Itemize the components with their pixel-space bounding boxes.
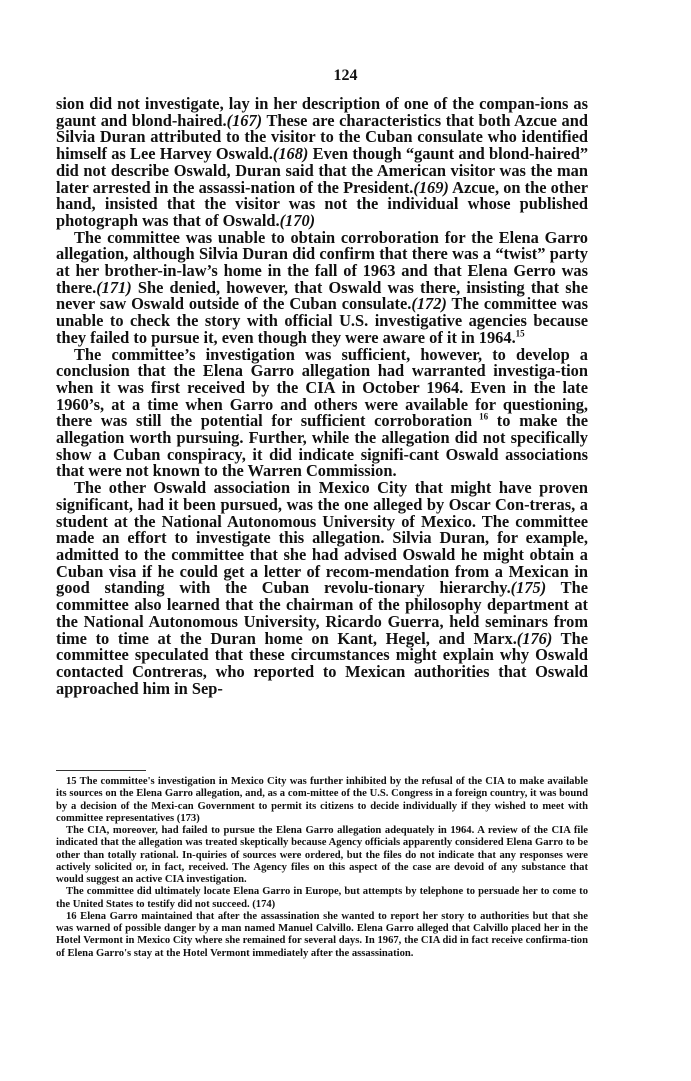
footnote: The CIA, moreover, had failed to pursue the Elena Garro allegation adequately in 1964. A review of the CIA file indicated that the allegation was treated skeptically because Agency officials apparently considered Elena Garro to be other than totally rational. In-quiries of sources were ordered, but the files do not indicate that any responses were actively solicited or, in fact, received. The Agency files on this aspect of the case are devoid of any substance that would suggest an active CIA investigation. (56, 825, 588, 885)
footnote: 15 The committee's investigation in Mexico City was further inhibited by the refusal of the CIA to make available its sources on the Elena Garro allegation, and, as a com-mittee of the U.S. Congress in a foreign country, it was bound by a decision of the Mexi-can Government to permit its citizens to decide individually if they wished to meet with committee representatives (173) (56, 776, 588, 824)
text-run: The committee speculated that these circumstances might explain why Oswald contacted Contreras, who reported to Mexican authorities that Oswald approached him in Sep- (56, 628, 588, 698)
citation: (175) (510, 578, 547, 598)
citation: (168) (272, 144, 309, 164)
text-run: The committee was unable to check the story with official U.S. investigative agencies because they failed to pursue it, even though they were aware of it in 1964. (56, 294, 588, 347)
text-run: The committee was unable to obtain corroboration for the Elena Garro allegation, although Silvia Duran did confirm that there was a “twist” party at her brother-in-law’s home in the fall of 1963 and that Elena Gerro was there. (56, 227, 588, 297)
text-run: Azcue, on the other hand, insisted that the visitor was not the individual whose published photograph was that of Oswald. (56, 177, 589, 230)
citation: (167) (226, 110, 263, 130)
body-paragraph (56, 227, 588, 347)
footnote-ref: 15 (515, 328, 525, 339)
footnotes (56, 776, 588, 960)
citation: (172) (411, 294, 447, 314)
footnote: 16 Elena Garro maintained that after the assassination she wanted to report her story to authorities but that she was warned of possible danger by a man named Manuel Calvillo. Elena Garro alleged that Calvillo placed her in the Hotel Vermont in Mexico City where she remained for several days. In 1967, the CIA did in fact receive confirma-tion of Elena Garro's stay at the Hotel Vermont immediately after the assassination. (56, 910, 588, 959)
body-paragraph (56, 344, 589, 481)
citation: (176) (516, 628, 553, 648)
text-run: The committee’s investigation was sufficient, however, to develop a conclusion that the Elena Garro allegation had warranted investiga-tion when it was first received by the CIA in October 1964. Even in the late 1960’s, at a time when Garro and others were available for questioning, there was still the potential for sufficient corroboration (56, 344, 588, 431)
footnote-ref: 16 (472, 411, 489, 422)
citation: (171) (96, 277, 132, 297)
body-text (56, 96, 588, 697)
text-run: These are characteristics that both Azcue and Silvia Duran attributed to the visitor to the Cuban consulate who identified himself as Lee Harvey Oswald. (56, 110, 588, 164)
text-run: to make the allegation worth pursuing. Further, while the allegation did not specifically show a Cuban conspiracy, it did indicate signifi-cant Oswald associations that were not known to the Warren Commission. (56, 411, 589, 481)
citation: (169) (413, 177, 449, 197)
body-paragraph (56, 96, 588, 230)
citation: (170) (279, 210, 316, 230)
footnote: The committee did ultimately locate Elena Garro in Europe, but attempts by telephone to persuade her to come to the United States to testify did not succeed. (174) (56, 886, 588, 910)
text-run: sion did not investigate, lay in her description of one of the compan-ions as gaunt and blond-haired. (56, 94, 588, 130)
page-number: 124 (333, 67, 358, 84)
text-run: The other Oswald association in Mexico City that might have proven significant, had it been pursued, was the one alleged by Oscar Con-treras, a student at the National Autonomous University of Mexico. The committee made an effort to investigate this allegation. Silvia Duran, for example, admitted to the committee that she had advised Oswald he might obtain a Cuban visa if he could get a letter of recom-mendation from a Mexican in good standing with the Cuban revolu-tionary hierarchy. (56, 478, 588, 598)
body-paragraph (56, 480, 588, 697)
footnote-divider (56, 770, 146, 771)
text-run: Even though “gaunt and blond-haired” did not describe Oswald, Duran said that the American visitor was the man later arrested in the assassi-nation of the President. (56, 144, 589, 197)
text-run: The committee also learned that the chairman of the philosophy department at the National Autonomous University, Ricardo Guerra, held seminars from time to time at the Duran home on Kant, Hegel, and Marx. (56, 578, 588, 648)
text-run: She denied, however, that Oswald was there, insisting that she never saw Oswald outside of the Cuban consulate. (56, 277, 588, 314)
